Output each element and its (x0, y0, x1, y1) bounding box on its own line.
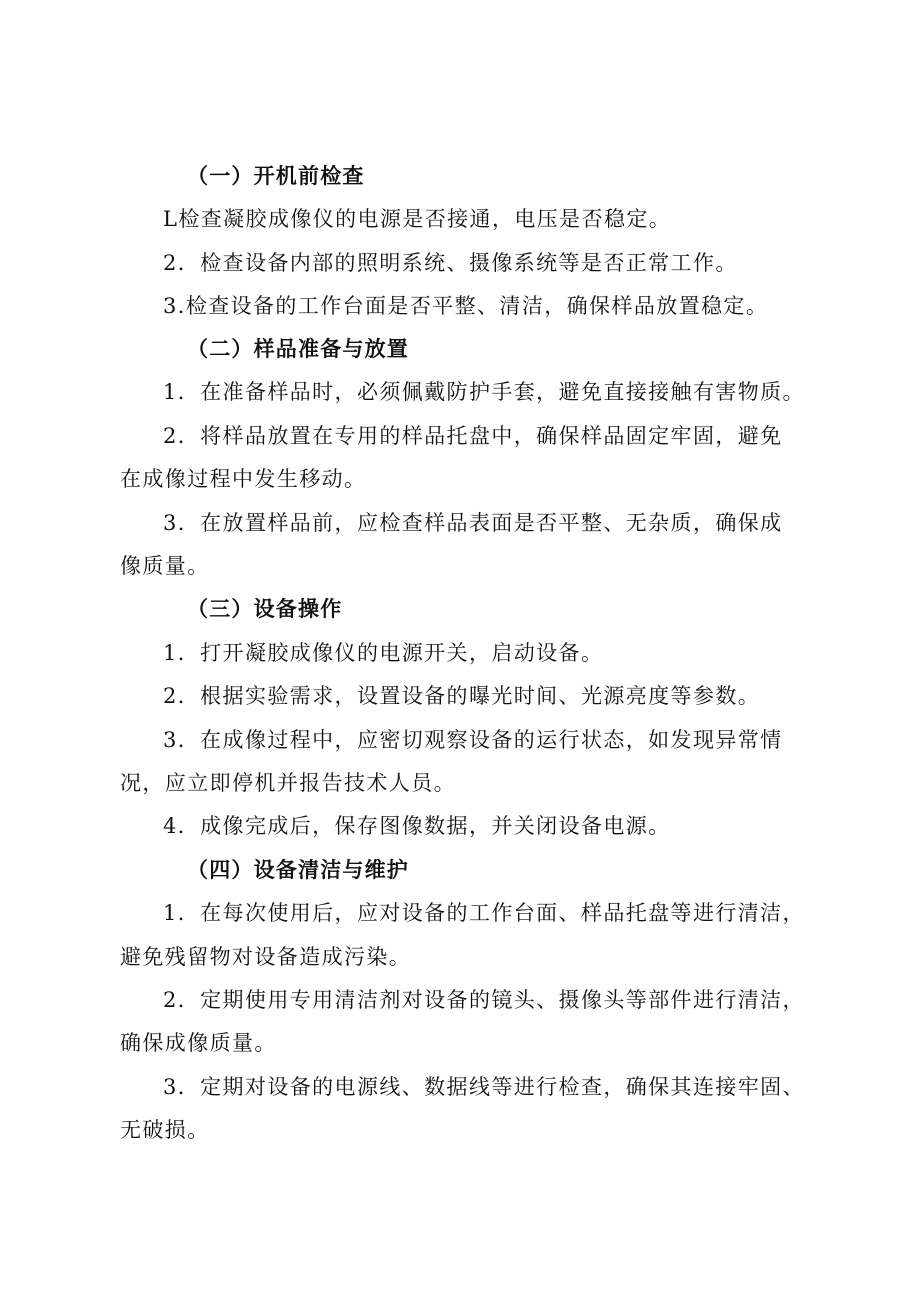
list-item: 1．在准备样品时，必须佩戴防护手套，避免直接接触有害物质。 (163, 380, 805, 404)
list-item: 3．在成像过程中，应密切观察设备的运行状态，如发现异常情 (163, 728, 783, 752)
list-item: 3.检查设备的工作台面是否平整、清洁，确保样品放置稳定。 (163, 294, 769, 318)
list-item-continuation: 像质量。 (120, 554, 210, 578)
section-heading: （一）开机前检查 (187, 164, 365, 188)
list-item: 1．在每次使用后，应对设备的工作台面、样品托盘等进行清洁， (163, 901, 805, 925)
list-item-continuation: 在成像过程中发生移动。 (120, 467, 367, 491)
list-item: 2．检查设备内部的照明系统、摄像系统等是否正常工作。 (163, 251, 738, 275)
list-item: 4．成像完成后，保存图像数据，并关闭设备电源。 (163, 814, 671, 838)
section-heading: （三）设备操作 (187, 597, 343, 621)
list-item: 3．在放置样品前，应检查样品表面是否平整、无杂质，确保成 (163, 511, 783, 535)
list-item-continuation: 无破损。 (120, 1118, 210, 1142)
section-heading: （二）样品准备与放置 (187, 337, 409, 361)
section-heading: （四）设备清洁与维护 (187, 858, 409, 882)
list-item: 3．定期对设备的电源线、数据线等进行检查，确保其连接牢固、 (163, 1075, 805, 1099)
list-item-continuation: 况，应立即停机并报告技术人员。 (120, 771, 456, 795)
list-item: 2．将样品放置在专用的样品托盘中，确保样品固定牢固，避免 (163, 424, 783, 448)
list-item-continuation: 避免残留物对设备造成污染。 (120, 945, 412, 969)
list-item: 2．定期使用专用清洁剂对设备的镜头、摄像头等部件进行清洁， (163, 988, 805, 1012)
list-item: L检查凝胶成像仪的电源是否接通，电压是否稳定。 (163, 207, 672, 231)
list-item: 2．根据实验需求，设置设备的曝光时间、光源亮度等参数。 (163, 684, 761, 708)
list-item: 1．打开凝胶成像仪的电源开关，启动设备。 (163, 641, 604, 665)
list-item-continuation: 确保成像质量。 (120, 1031, 277, 1055)
